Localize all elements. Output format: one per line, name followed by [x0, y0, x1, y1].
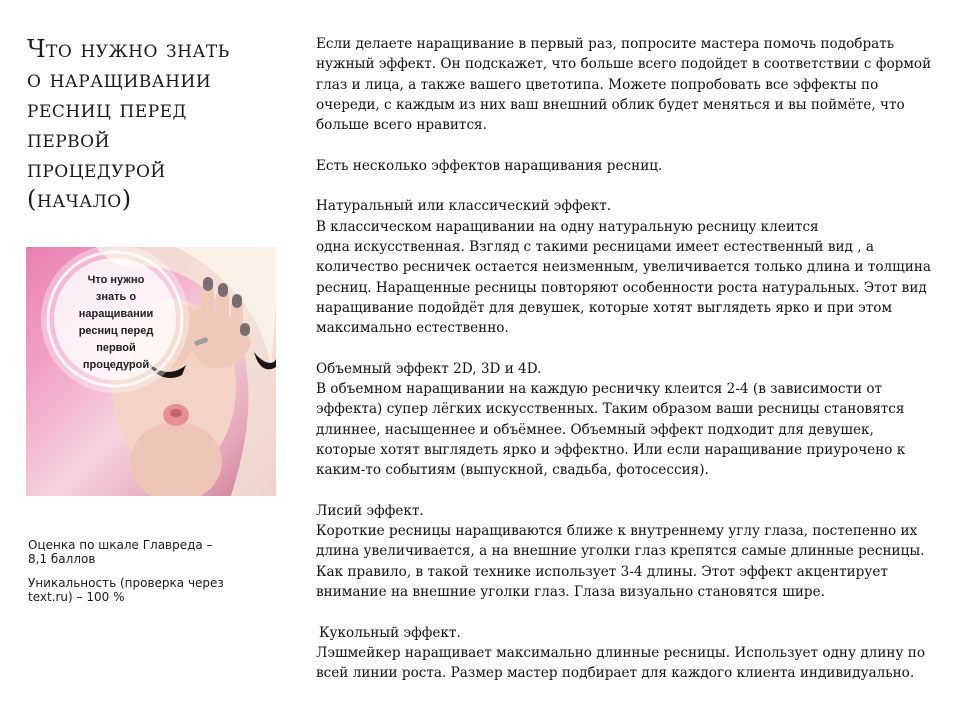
text-line: Если делаете наращивание в первый раз, попросите мастера помочь подобрать — [316, 36, 895, 52]
text-stats — [28, 538, 278, 614]
volume-effect-section — [316, 359, 941, 481]
article-body — [316, 34, 941, 684]
text-line: всей линии роста. Размер мастер подбирает для каждого клиента индивидуально. — [316, 665, 915, 682]
text-line: В объемном наращивании на каждую ресничку клеится 2-4 (в зависимости от — [316, 381, 883, 398]
uniqueness-score — [28, 576, 278, 604]
text-line: одна искусственная. Взгляд с такими ресницами имеет естественный вид , а — [316, 238, 874, 255]
text-line: каким-то событиям (выпускной, свадьба, фотосессия). — [316, 462, 709, 479]
title-line: первой — [27, 125, 110, 153]
effects-intro — [316, 156, 941, 176]
text-line: Есть несколько эффектов наращивания ресниц. — [316, 157, 663, 174]
text-line: длина увеличивается, а на внешние уголки глаз крепятся самые длинные ресницы. — [316, 543, 925, 560]
title-line: Что нужно знать — [27, 35, 230, 63]
page-title — [27, 34, 297, 214]
stats-line: 8,1 баллов — [28, 552, 96, 566]
text-line: количество ресничек остается неизменным, увеличивается только длина и толщина — [316, 259, 932, 276]
title-line: о наращивании — [27, 65, 212, 93]
stats-line: text.ru) – 100 % — [28, 590, 125, 604]
title-line: (начало) — [27, 185, 132, 213]
text-line: нужный эффект. Он подскажет, что больше всего подойдет в соответствии с формой — [316, 56, 932, 73]
title-line: процедурой — [27, 155, 166, 183]
title-line: ресниц перед — [27, 95, 187, 123]
text-line: Лэшмейкер наращивает максимально длинные ресницы. Использует одну длину по — [316, 644, 926, 661]
text-line: ресниц. Наращенные ресницы повторяют особенности роста натуральных. Этот вид — [316, 279, 927, 296]
promo-caption-line: наращивании — [78, 308, 154, 320]
promo-caption-line: процедурой — [82, 359, 150, 371]
text-line: В классическом наращивании на одну натуральную ресницу клеится — [316, 218, 819, 235]
promo-caption — [62, 272, 170, 374]
promo-image — [26, 247, 276, 496]
fox-effect-section — [316, 501, 941, 602]
doll-effect-section — [316, 623, 941, 684]
classic-effect-section — [316, 196, 941, 338]
promo-caption-line: Что нужно — [87, 274, 145, 286]
section-heading: Лисий эффект. — [316, 502, 424, 519]
text-line: Короткие ресницы наращиваются ближе к внутреннему углу глаза, постепенно их — [316, 523, 918, 540]
text-line: эффекта) супер лёгких искусственных. Таким образом ваши ресницы становятся — [316, 401, 905, 418]
promo-caption-line: первой — [96, 342, 136, 354]
section-heading: Кукольный эффект. — [319, 624, 461, 641]
stats-line: Уникальность (проверка через — [28, 576, 224, 590]
text-line: очереди, с каждым из них ваш внешний облик будет меняться и вы поймёте, что — [316, 96, 905, 113]
section-heading: Объемный эффект 2D, 3D и 4D. — [316, 360, 542, 377]
text-line: длиннее, насыщеннее и объёмнее. Объемный эффект подходит для девушек, — [316, 421, 874, 438]
text-line: глаз и лица, а также вашего цветотипа. Можете попробовать все эффекты по — [316, 76, 879, 93]
text-line: которые хотят выглядеть ярко и эффектно. Или если наращивание приурочено к — [316, 441, 906, 458]
promo-caption-line: знать о — [95, 291, 137, 303]
text-line: наращивание подойдёт для девушек, которые хотят выглядеть ярко и при этом — [316, 299, 893, 316]
text-line: максимально естественно. — [316, 320, 509, 337]
text-line: Как правило, в такой технике использует 3-4 длины. Этот эффект акцентирует — [316, 563, 888, 580]
promo-caption-line: ресниц перед — [78, 325, 154, 337]
text-line: внимание на внешние уголки глаз. Глаза визуально становятся шире. — [316, 584, 825, 601]
section-heading: Натуральный или классический эффект. — [316, 198, 612, 215]
text-line: больше всего нравится. — [316, 117, 487, 134]
stats-line: Оценка по шкале Главреда – — [28, 538, 213, 552]
intro-paragraph — [316, 34, 941, 135]
glavred-score — [28, 538, 278, 566]
